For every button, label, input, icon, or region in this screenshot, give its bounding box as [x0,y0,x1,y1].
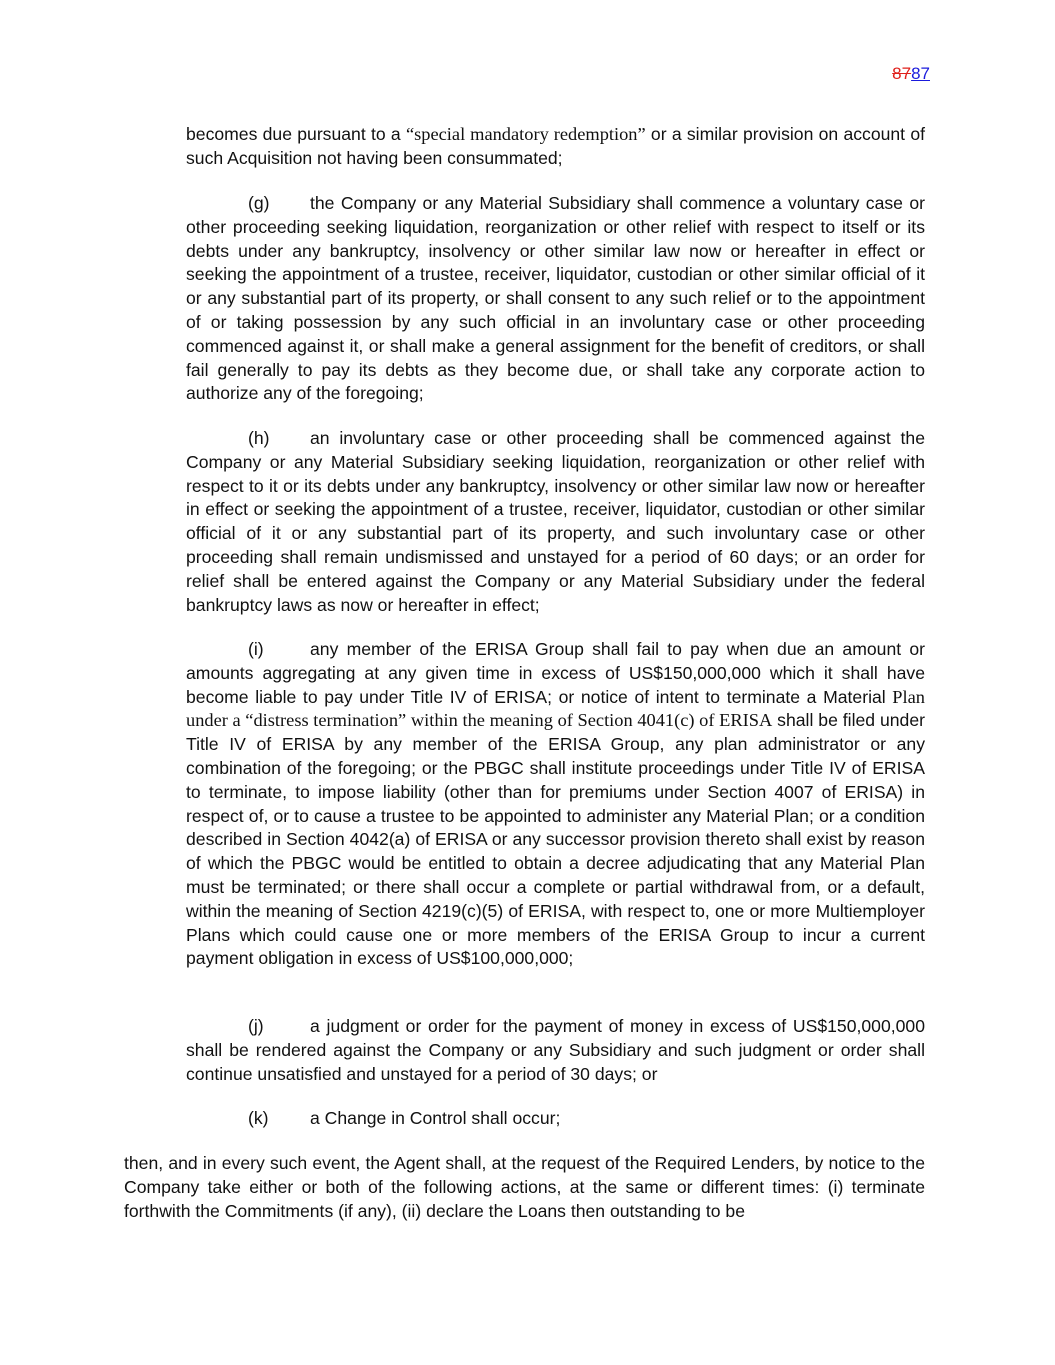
clause-i-text-serif: Plan under a “distress termination” within the meaning of Section 4041(c) of ERISA [186,686,925,731]
clause-i [186,638,925,971]
clause-i-text-b: shall be filed under Title IV of ERISA by any member of the ERISA Group, any plan administrator or any combination of the foregoing; or the PBGC shall institute proceedings under Title IV of ERISA to terminate, to impose liability (other than for premiums under Section 4007 of ERISA) in respect of, or to cause a trustee to be appointed to administer any Material Plan; or a condition described in Section 4042(a) of ERISA or any successor provision thereto shall exist by reason of which the PBGC would be entitled to obtain a decree adjudicating that any Material Plan must be terminated; or there shall occur a complete or partial withdrawal from, or a default, within the meaning of Section 4219(c)(5) of ERISA, with respect to, one or more Multiemployer Plans which could cause one or more members of the ERISA Group to incur a current payment obligation in excess of US$100,000,000; [186,710,925,969]
page-number [892,64,930,84]
clause-g [186,192,925,406]
clause-j [186,1015,925,1086]
intro-text-b: or a similar provision on account of such Acquisition not having been consummated; [186,124,925,168]
page-number-deleted: 87 [892,64,912,83]
clause-i-text-a: any member of the ERISA Group shall fail to pay when due an amount or amounts aggregating at any given time in excess of US$150,000,000 which it shall have become liable to pay under Title IV of ERISA; or notice of intent to terminate a Material [186,639,925,707]
paragraph-then [124,1152,925,1223]
clause-h-label: (h) [248,428,270,448]
clause-h [186,427,925,617]
clause-g-text: the Company or any Material Subsidiary shall commence a voluntary case or other proceeding seeking liquidation, reorganization or other relief with respect to itself or its debts under any bankruptcy, insolvency or other similar law now or hereafter in effect or seeking the appointment of a trustee, receiver, liquidator, custodian or other similar official of it or any substantial part of its property, or shall consent to any such relief or to the appointment of or taking possession by any such official in an involuntary case or other proceeding commenced against it, or shall make a general assignment for the benefit of creditors, or shall fail generally to pay its debts as they become due, or shall take any corporate action to authorize any of the foregoing; [186,193,925,404]
clause-k-text: a Change in Control shall occur; [310,1108,561,1128]
clause-j-text: a judgment or order for the payment of money in excess of US$150,000,000 shall be rendered against the Company or any Subsidiary and such judgment or order shall continue unsatisfied and unstayed for a period of 30 days; or [186,1016,925,1084]
intro-quote: “special mandatory redemption” [405,124,646,144]
clause-h-text: an involuntary case or other proceeding shall be commenced against the Company or any Material Subsidiary seeking liquidation, reorganization or other relief with respect to it or its debts under any bankruptcy, insolvency or other similar law now or hereafter in effect or seeking the appointment of a trustee, receiver, liquidator, custodian or other similar official of it or any substantial part of its property, and such involuntary case or other proceeding shall remain undismissed and unstayed for a period of 60 days; or an order for relief shall be entered against the Company or any Material Subsidiary under the federal bankruptcy laws as now or hereafter in effect; [186,428,925,615]
then-text: then, and in every such event, the Agent shall, at the request of the Required Lenders, by notice to the Company take either or both of the following actions, at the same or different times: (i) terminate forthwith the Commitments (if any), (ii) declare the Loans then outstanding to be [124,1153,925,1221]
clause-g-label: (g) [248,193,270,213]
intro-text-a: becomes due pursuant to a [186,124,406,144]
clause-k-label: (k) [248,1108,269,1128]
page-number-inserted: 87 [911,64,930,83]
clause-i-label: (i) [248,639,264,659]
clause-k [186,1107,925,1131]
clause-j-label: (j) [248,1016,264,1036]
paragraph-intro [186,123,925,171]
